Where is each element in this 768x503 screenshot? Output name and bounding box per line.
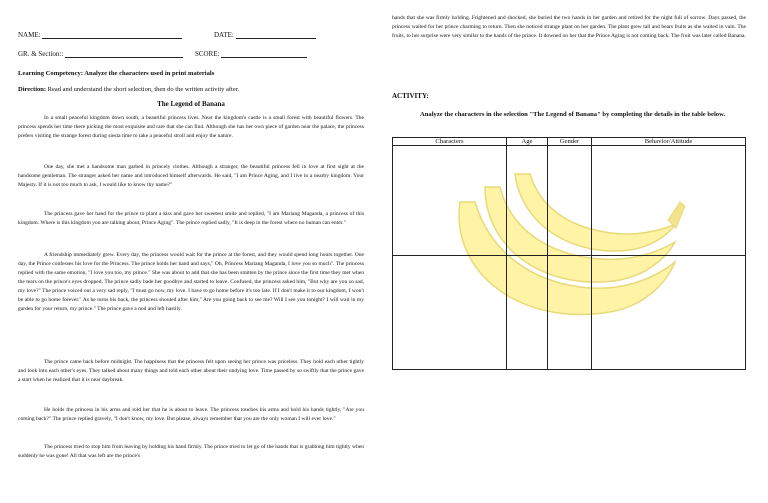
grade-field-row <box>18 50 183 58</box>
grade-input-line[interactable] <box>65 50 183 58</box>
date-label: DATE: <box>214 31 234 39</box>
age-cell[interactable] <box>507 256 548 370</box>
column-header-gender: Gender <box>548 138 592 146</box>
learning-competency: Learning Competency: Analyze the characters used in print materials <box>18 70 215 77</box>
score-field-row <box>195 50 307 58</box>
story-paragraph-1: In a small peaceful kingdom down south, a beautiful princess lives. Near the kingdom's castle is a small forest with beautiful flowers. The princess spends her time there picking the most exquisite and rare that she can find. Although she has her own piece of garden near the palace, the princess prefers visiting the strange forest during siesta time to take a peaceful stroll and enjoy the nature. <box>18 115 364 140</box>
name-input-line[interactable] <box>42 31 182 39</box>
story-paragraph-6: He holds the princess in his arms and told her that he is about to leave. The princess touches his arms and hold his hands tightly, "Are you coming back?" The prince replied gravely, "I don't know, my love. But please, always remember that you are the only woman I will ever love." <box>18 407 364 423</box>
story-paragraph-7: The princess tried to stop him from leaving by holding his hand firmly. The prince tried to let go of the hands that is grabbing him tightly when suddenly he was gone! All that was left are the prince's <box>18 444 364 460</box>
grade-label: GR. & Section:: <box>18 50 64 58</box>
direction-text: Read and understand the short selection, then do the written activity after. <box>47 86 240 93</box>
column-header-behavior: Behavior/Attitude <box>592 138 746 146</box>
story-continuation: hands that she was firmly holding. Frightened and shocked, she buried the two hands in her garden and retired for the night full of sorrow. Days passed, the princess waited for her prince charming to return. Then she noticed strange plant on her garden. The plant grew tall and bears fruits as she waited in vain. The fruits, to her surprise were very similar to the hands of the prince. It downed on her that the Prince Aging is not coming back. The fruit was later called Banana. <box>392 15 746 40</box>
story-paragraph-2: One day, she met a handsome man garbed in princely clothes. Although a stranger, the beautiful princess fell in love at first sight at the handsome gentleman. The stranger asked her name and introduced himself afterwards. He said, "I am Prince Aging, and I live in a nearby kingdom. Your Majesty. If it is not too much to ask, I would like to know thy name?" <box>18 164 364 189</box>
character-cell[interactable] <box>393 256 507 370</box>
activity-heading: ACTIVITY: <box>392 92 429 100</box>
direction <box>18 86 239 93</box>
name-field-row <box>18 31 182 39</box>
date-field-row <box>214 31 316 39</box>
date-input-line[interactable] <box>236 31 316 39</box>
story-paragraph-4: A friendship immediately grew. Every day, the princess would wait for the prince at the forest, and they would spend long hours together. One day, the Prince confesses his love for the Princess. The prince holds her hand and says," Oh, Princess Mariang Maganda, I love you so much". The princess replied with the same emotion, "I love you too, my prince." She was about to add that she has been smitten by the prince since the first time they met when the tears on the prince's eyes dropped. The prince sadly bade her goodbye and started to leave. Confused, the princess asked him, "But why are you so sad, my love?" The prince voiced out a very sad reply, "I must go now, my love. I have to go home before it's too late. If I don't make it to our kingdom, I won't be able to go home forever." As he turns his back, the princess shouted after him," Are you going back to see me? Will I see you tonight? I will wait in my garden for your return, my prince." The prince gave a nod and left hastily. <box>18 252 364 313</box>
age-cell[interactable] <box>507 146 548 256</box>
story-title: The Legend of Banana <box>157 100 225 108</box>
table-header-row <box>393 138 746 146</box>
story-paragraph-3: The princess gave her hand for the prince to plant a kiss and gave her sweetest smile and replied, "I am Mariang Maganda, a princess of this kingdom. Where is this kingdom you are talking about, Prince Aging". The prince replied sadly, "It is deep in the forest where no human can enter." <box>18 211 364 227</box>
name-label: NAME: <box>18 31 41 39</box>
score-label: SCORE: <box>195 50 220 58</box>
score-input-line[interactable] <box>221 50 307 58</box>
activity-instruction: Analyze the characters in the selection "The Legend of Banana" by completing the details in the table below. <box>420 111 726 118</box>
behavior-cell[interactable] <box>592 146 746 256</box>
table-row <box>393 146 746 256</box>
behavior-cell[interactable] <box>592 256 746 370</box>
direction-label: Direction: <box>18 86 47 93</box>
gender-cell[interactable] <box>548 256 592 370</box>
character-cell[interactable] <box>393 146 507 256</box>
column-header-characters: Characters <box>393 138 507 146</box>
story-paragraph-5: The prince came back before midnight. The happiness that the princess felt upon seeing her prince was priceless. They hold each other tightly and look into each other's eyes. They talked about many things and told each other about their undying love. Time passed by so swiftly that the prince gave a start when he realized that it is near daybreak. <box>18 359 364 384</box>
gender-cell[interactable] <box>548 146 592 256</box>
column-header-age: Age <box>507 138 548 146</box>
table-row <box>393 256 746 370</box>
character-analysis-table <box>392 137 746 370</box>
